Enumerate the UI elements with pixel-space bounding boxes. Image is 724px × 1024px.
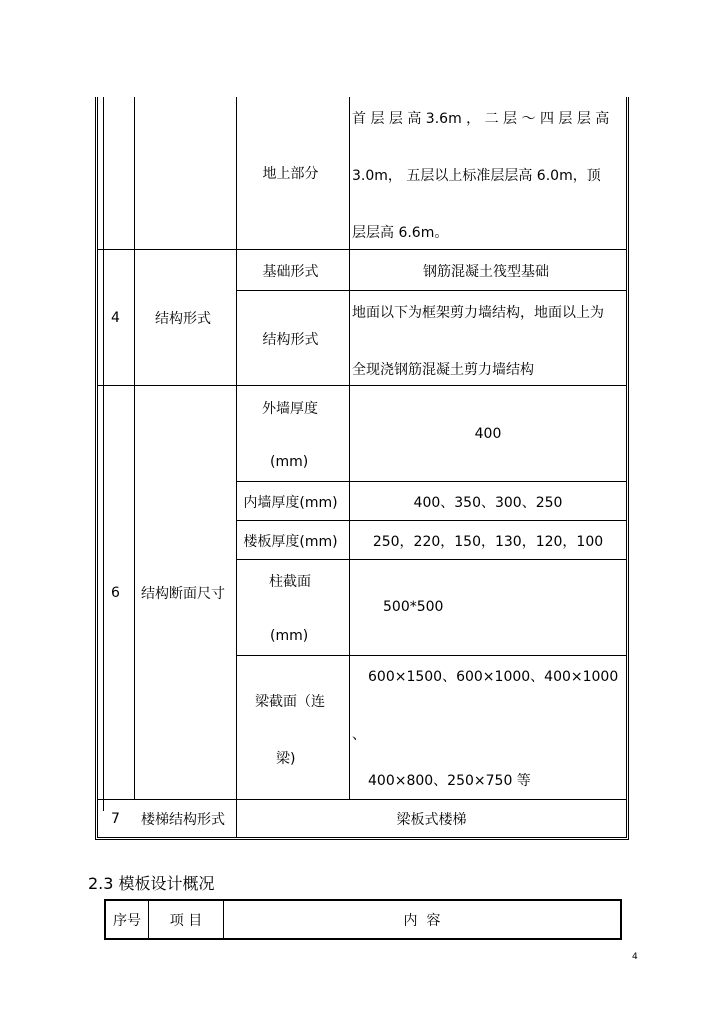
beam-label-2: 梁) (276, 751, 296, 767)
above-ground-label: 地上部分 (262, 166, 319, 182)
section-heading: 2.3 模板设计概况 (88, 874, 215, 893)
row-number-6: 6 (111, 585, 120, 601)
stair-structure-label: 楼梯结构形式 (141, 812, 225, 828)
structure-type-line-2: 全现浇钢筋混凝土剪力墙结构 (352, 362, 534, 378)
floor-height-line-3: 层层高 6.6m。 (352, 225, 449, 241)
inner-wall-value: 400、350、300、250 (413, 494, 563, 511)
page-number: 4 (632, 952, 638, 962)
column-label-2: (mm) (270, 628, 309, 644)
slab-label: 楼板厚度(mm) (243, 533, 338, 550)
foundation-form-value: 钢筋混凝土筏型基础 (423, 263, 549, 280)
structure-type-line-1: 地面以下为框架剪力墙结构，地面以上为 (352, 305, 604, 321)
slab-value: 250，220，150，130，120，100 (372, 533, 604, 550)
beam-label-1: 梁截面（连 (255, 694, 325, 710)
stair-structure-value: 梁板式楼梯 (396, 812, 467, 828)
section-size-label: 结构断面尺寸 (141, 586, 225, 602)
row-number-7: 7 (111, 811, 120, 827)
outer-wall-value: 400 (474, 426, 502, 442)
structure-form-label: 结构形式 (155, 311, 211, 327)
floor-height-line-2: 3.0m， 五层以上标准层层高 6.0m，顶 (352, 168, 601, 184)
outer-wall-label-2: (mm) (270, 454, 309, 470)
column-label-1: 柱截面 (269, 574, 311, 590)
structure-type-label: 结构形式 (262, 331, 319, 348)
column-value: 500*500 (383, 599, 444, 615)
beam-value-line-3: 400×800、250×750 等 (368, 773, 531, 789)
formwork-header-no: 序号 (113, 912, 141, 929)
beam-value-line-2: 、 (352, 727, 366, 743)
formwork-header-content: 内 容 (403, 912, 441, 929)
formwork-header-item: 项 目 (169, 912, 203, 929)
row-divider-7 (236, 655, 626, 656)
foundation-form-label: 基础形式 (262, 263, 319, 280)
floor-height-line-1: 首 层 层 高 3.6m ， 二 层 ～ 四 层 层 高 (352, 111, 610, 127)
row-number-4: 4 (111, 310, 120, 326)
outer-wall-label-1: 外墙厚度 (262, 401, 318, 417)
beam-value-line-1: 600×1500、600×1000、400×1000 (368, 669, 619, 685)
inner-wall-label: 内墙厚度(mm) (243, 494, 338, 511)
